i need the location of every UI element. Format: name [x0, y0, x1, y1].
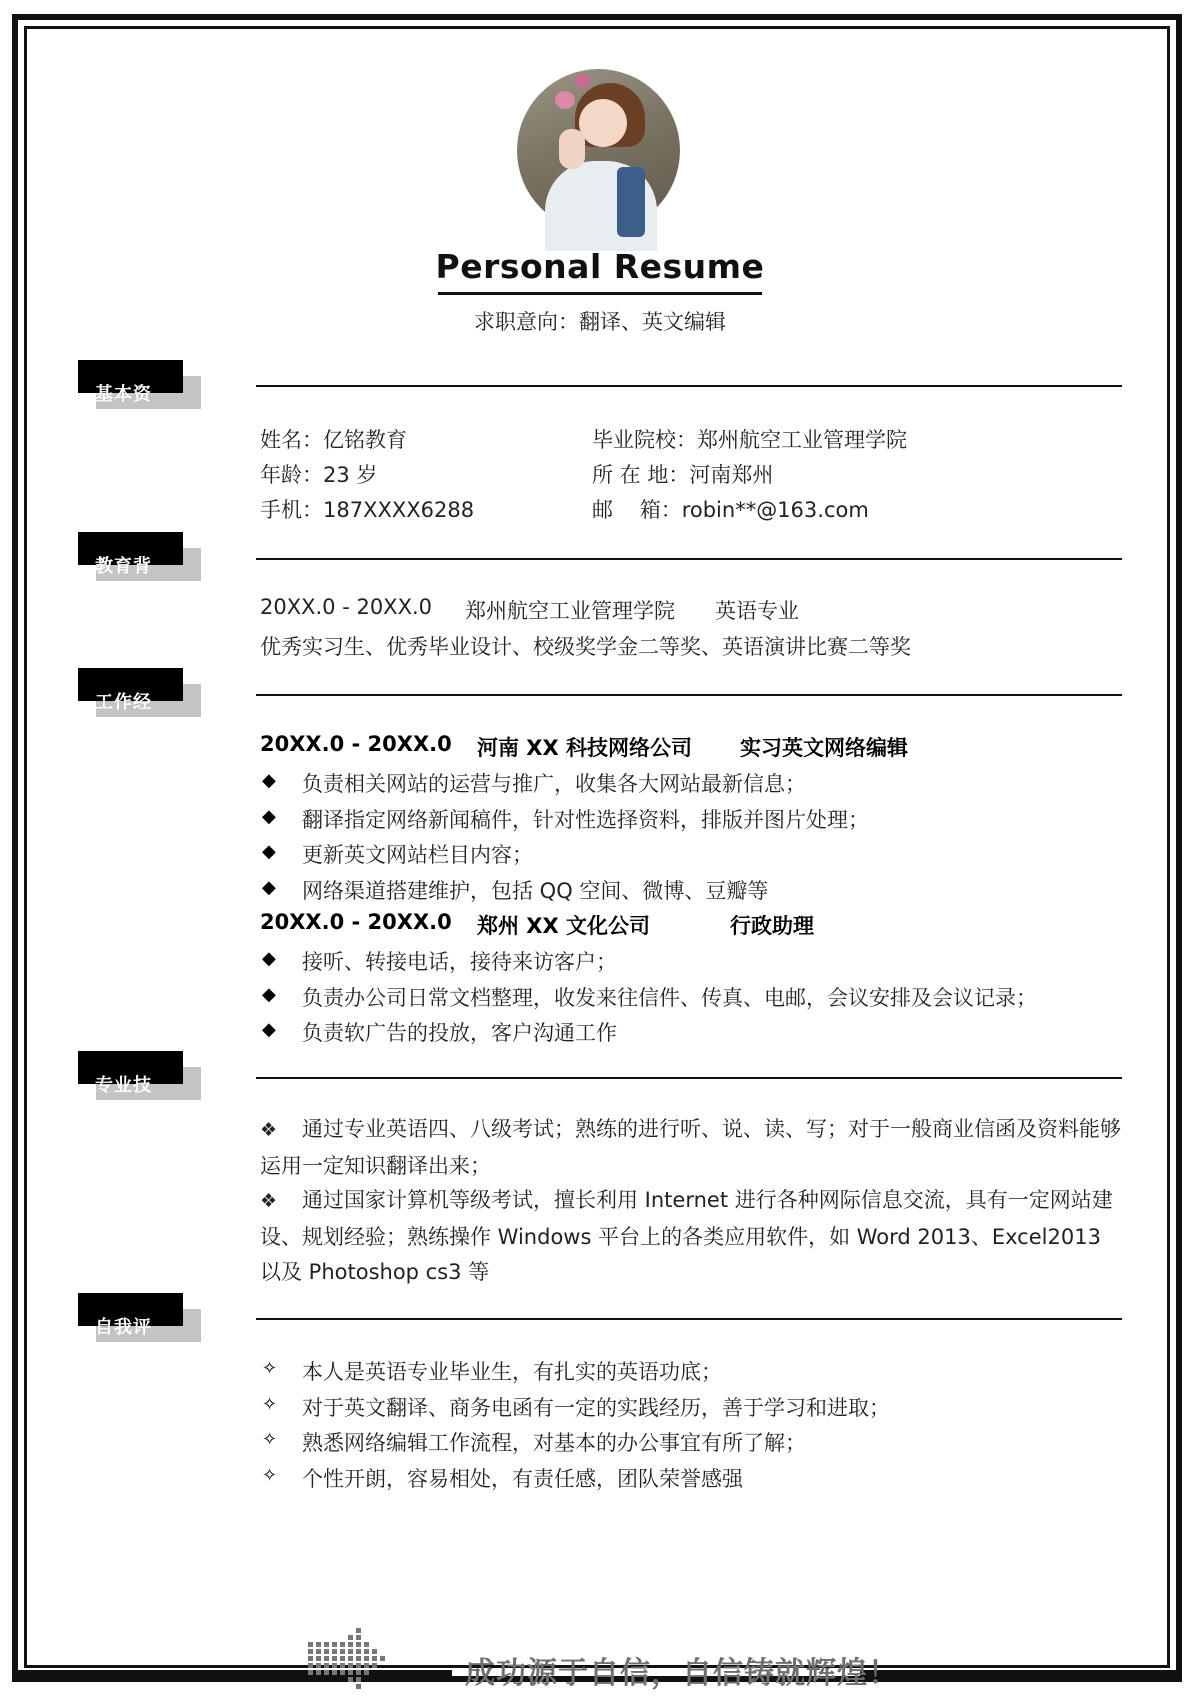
- diamond-bullet-icon: ◆: [262, 806, 276, 827]
- phone-field: 手机：187XXXX6288: [260, 498, 475, 522]
- education-major: 英语专业: [715, 599, 799, 623]
- section-tag-education: 教育背: [78, 532, 183, 565]
- job-company: 河南 XX 科技网络公司: [477, 736, 693, 760]
- self-eval-item: 熟悉网络编辑工作流程，对基本的办公事宜有所了解；: [302, 1431, 806, 1455]
- diamond-bullet-icon: ◆: [262, 841, 276, 862]
- self-eval-item: 本人是英语专业毕业生，有扎实的英语功底；: [302, 1360, 722, 1384]
- job-duty: 负责相关网站的运营与推广，收集各大网站最新信息；: [302, 772, 806, 796]
- job-position: 行政助理: [730, 914, 814, 938]
- school-field: 毕业院校：郑州航空工业管理学院: [592, 428, 907, 452]
- job-period: 20XX.0 - 20XX.0: [260, 910, 452, 934]
- page-title: Personal Resume: [435, 247, 765, 286]
- section-divider: [256, 694, 1122, 696]
- star-bullet-icon: ✧: [262, 1465, 278, 1486]
- section-divider: [256, 1318, 1122, 1320]
- section-tag-basic: 基本资: [78, 360, 183, 393]
- location-field: 所 在 地：河南郑州: [592, 463, 774, 487]
- job-duty: 翻译指定网络新闻稿件，针对性选择资料，排版并图片处理；: [302, 808, 869, 832]
- diamond-bullet-icon: ◆: [262, 948, 276, 969]
- email-field: 邮 箱：robin**@163.com: [592, 498, 869, 522]
- diamond-bullet-icon: ◆: [262, 770, 276, 791]
- job-duty: 更新英文网站栏目内容；: [302, 843, 533, 867]
- skill-item: ❖ 通过专业英语四、八级考试；熟练的进行听、说、读、写；对于一般商业信函及资料能够运用一定知识翻译出来；: [260, 1112, 1122, 1184]
- diamond-bullet-icon: ◆: [262, 984, 276, 1005]
- name-field: 姓名：亿铭教育: [260, 428, 407, 452]
- section-divider: [256, 385, 1122, 387]
- clover-bullet-icon: ❖: [260, 1190, 278, 1212]
- diamond-bullet-icon: ◆: [262, 1019, 276, 1040]
- clover-bullet-icon: ❖: [260, 1119, 278, 1141]
- job-period: 20XX.0 - 20XX.0: [260, 732, 452, 756]
- section-divider: [256, 1077, 1122, 1079]
- section-tag-skills: 专业技: [78, 1051, 183, 1084]
- education-period: 20XX.0 - 20XX.0: [260, 595, 432, 619]
- self-eval-item: 对于英文翻译、商务电函有一定的实践经历，善于学习和进取；: [302, 1396, 890, 1420]
- title-underline: [438, 292, 762, 295]
- self-eval-item: 个性开朗，容易相处，有责任感，团队荣誉感强: [302, 1467, 743, 1491]
- job-duty: 负责办公司日常文档整理，收发来往信件、传真、电邮，会议安排及会议记录；: [302, 986, 1037, 1010]
- section-divider: [256, 558, 1122, 560]
- job-position: 实习英文网络编辑: [740, 736, 908, 760]
- job-duty: 接听、转接电话，接待来访客户；: [302, 950, 617, 974]
- age-field: 年龄：23 岁: [260, 463, 378, 487]
- education-school: 郑州航空工业管理学院: [465, 599, 675, 623]
- job-duty: 网络渠道搭建维护，包括 QQ 空间、微博、豆瓣等: [302, 879, 769, 903]
- education-awards: 优秀实习生、优秀毕业设计、校级奖学金二等奖、英语演讲比赛二等奖: [260, 635, 911, 659]
- star-bullet-icon: ✧: [262, 1358, 278, 1379]
- job-objective: 求职意向：翻译、英文编辑: [474, 310, 726, 334]
- section-tag-self: 自我评: [78, 1293, 183, 1326]
- avatar: [517, 69, 680, 232]
- star-bullet-icon: ✧: [262, 1429, 278, 1450]
- star-bullet-icon: ✧: [262, 1394, 278, 1415]
- footer-line-right: [860, 1670, 1182, 1676]
- diamond-bullet-icon: ◆: [262, 877, 276, 898]
- skill-item: ❖ 通过国家计算机等级考试，擅长利用 Internet 进行各种网际信息交流，具有一定网站建设、规划经验；熟练操作 Windows 平台上的各类应用软件，如 Word 2013、Excel2013 以及 Photoshop cs3 等: [260, 1183, 1122, 1291]
- job-duty: 负责软广告的投放，客户沟通工作: [302, 1021, 617, 1045]
- pixel-arrow-icon: [308, 1628, 408, 1692]
- job-company: 郑州 XX 文化公司: [477, 914, 651, 938]
- section-tag-work: 工作经: [78, 668, 183, 701]
- footer-slogan: 成功源于自信，自信铸就辉煌！: [465, 1656, 899, 1691]
